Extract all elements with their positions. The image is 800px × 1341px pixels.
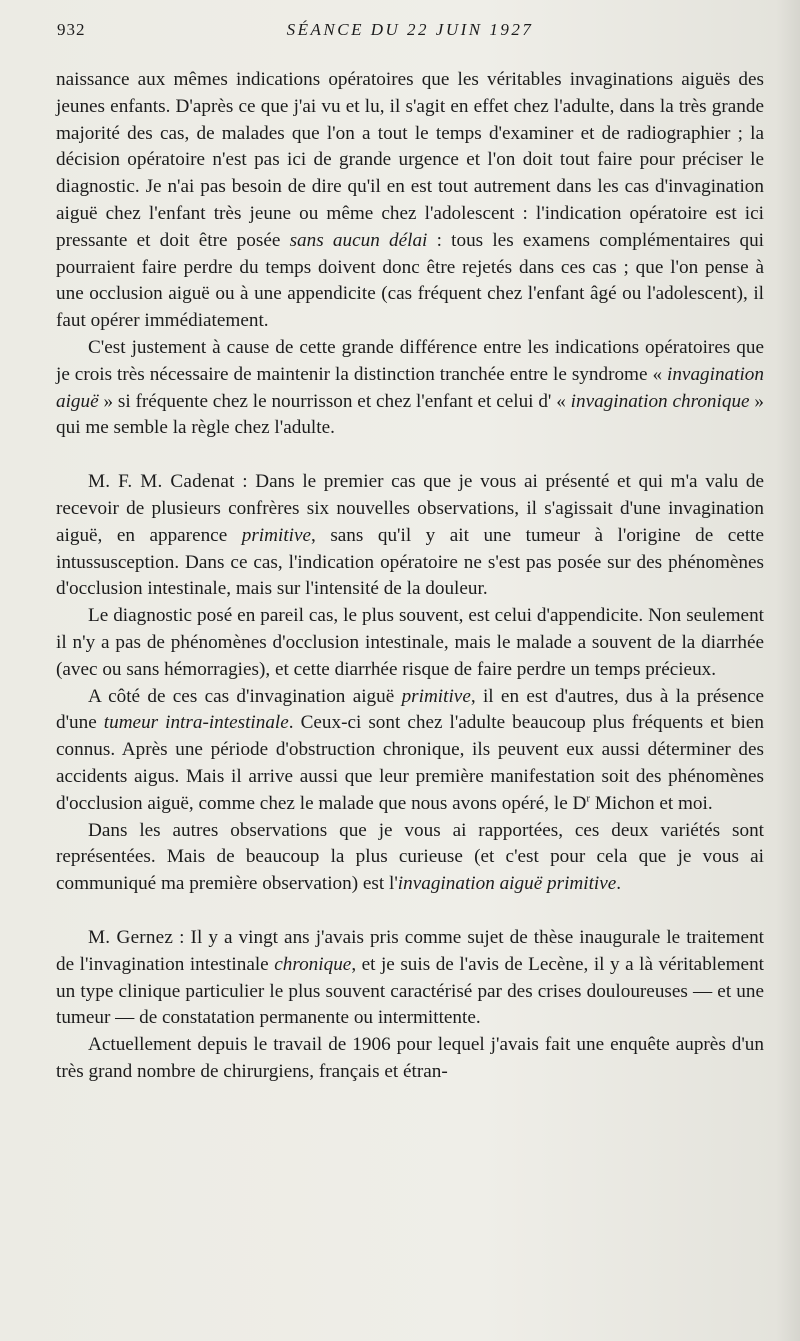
page-number: 932 bbox=[57, 20, 86, 39]
article-body bbox=[56, 67, 764, 1086]
speaker-name: M. Gernez bbox=[88, 926, 174, 948]
running-header bbox=[57, 20, 763, 46]
paragraph-6: Dans les autres observations que je vous ai rapportées, ces deux variétés sont représentées. Mais de beaucoup la plus curieuse (et c'est pour cela que je vous ai communiqué ma première observation) est l'invagination aiguë primitive. bbox=[56, 819, 764, 895]
paragraph-8: Actuellement depuis le travail de 1906 pour lequel j'avais fait une enquête auprès d'un très grand nombre de chirurgiens, français et étran- bbox=[56, 1034, 764, 1082]
paragraph-4: Le diagnostic posé en pareil cas, le plus souvent, est celui d'appendicite. Non seulement il n'y a pas de phénomènes d'occlusion intestinale, mais le malade a souvent de la diarrhée (avec ou sans hémorragies), et cette diarrhée risque de faire perdre un temps précieux. bbox=[56, 605, 764, 680]
paragraph-5: A côté de ces cas d'invagination aiguë primitive, il en est d'autres, dus à la présence d'une tumeur intra-intestinale. Ceux-ci sont chez l'adulte beaucoup plus fréquents et bien connus. Après une période d'obstruction chronique, ils peuvent eux aussi déterminer des accidents aigus. Mais il arrive aussi que leur première manifestation soit des phénomènes d'occlusion aiguë, comme chez le malade que nous avons opéré, le $D^r$ Michon et moi. bbox=[56, 685, 764, 814]
paragraph-cadenat: M. F. M. Cadenat : Dans le premier cas que je vous ai présenté et qui m'a valu de recevoir de plusieurs confrères six nouvelles observations, il s'agissait d'une invagination aiguë, en apparence primitive, sans qu'il y ait une tumeur à l'origine de cette intussusception. Dans ce cas, l'indication opératoire ne s'est pas posée sur des phénomènes d'occlusion intestinale, mais sur l'intensité de la douleur. bbox=[56, 471, 764, 600]
speaker-name: M. F. M. Cadenat bbox=[88, 471, 235, 493]
paragraph-gernez: M. Gernez : Il y a vingt ans j'avais pris comme sujet de thèse inaugurale le traitement de l'invagination intestinale chronique, et je suis de l'avis de Lecène, il y a là véritablement un type clinique particulier le plus souvent caractérisé par des crises douloureuses — et une tumeur — de constatation permanente ou intermittente. bbox=[56, 926, 765, 1029]
paragraph-1: naissance aux mêmes indications opératoires que les véritables invaginations aiguës des jeunes enfants. D'après ce que j'ai vu et lu, il s'agit en effet chez l'adulte, dans la très grande majorité des cas, de malades que l'on a tout le temps d'examiner et de radiographier ; la décision opératoire n'est pas ici de grande urgence et l'on doit tout faire pour préciser le diagnostic. Je n'ai pas besoin de dire qu'il en est tout autrement dans les cas d'invagination aiguë chez l'enfant très jeune ou même chez l'adolescent : l'indication opératoire est ici pressante et doit être posée sans aucun délai : tous les examens complémentaires qui pourraient faire perdre du temps doivent donc être rejetés dans ces cas ; que l'on pense à une occlusion aiguë ou à une appendicite (cas fréquent chez l'enfant âgé ou l'adolescent), il faut opérer immédiatement. bbox=[56, 69, 765, 332]
paragraph-2: C'est justement à cause de cette grande différence entre les indications opératoires que je crois très nécessaire de maintenir la distinction tranchée entre le syndrome « invagination aiguë » si fréquente chez le nourrisson et chez l'enfant et celui d' « invagination chronique » qui me semble la règle chez l'adulte. bbox=[56, 336, 764, 439]
running-title: SÉANCE DU 22 JUIN 1927 bbox=[286, 20, 534, 39]
